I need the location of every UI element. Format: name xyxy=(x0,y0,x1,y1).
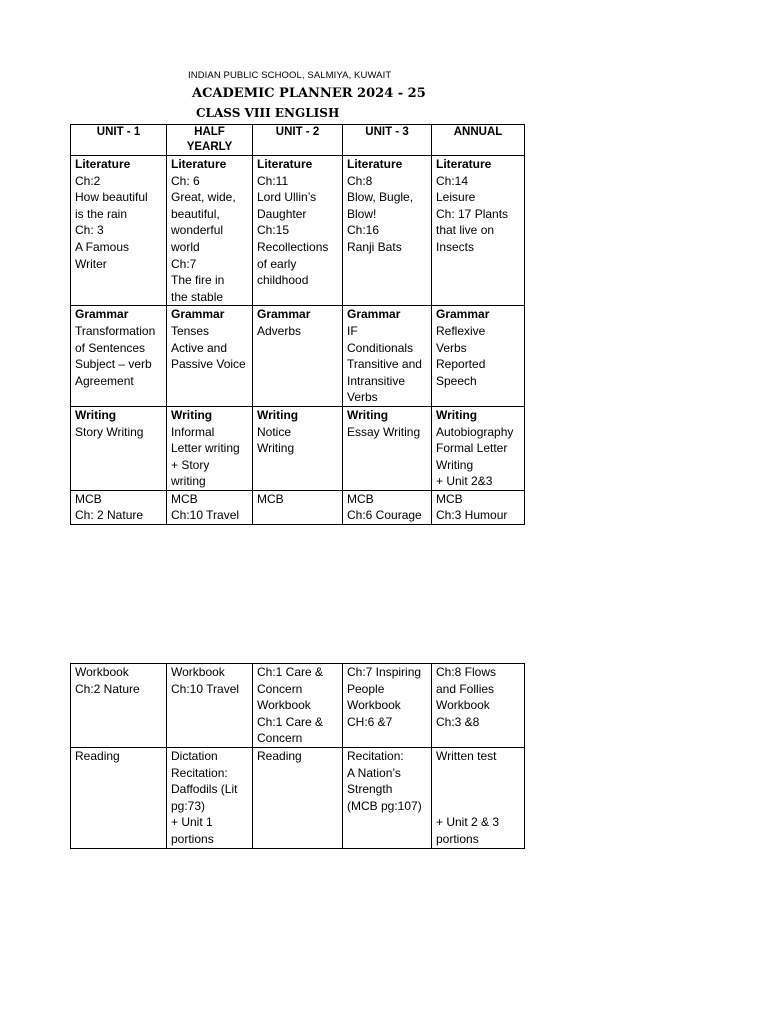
cell-line: of Sentences xyxy=(75,340,146,355)
table-row-workbook xyxy=(71,664,525,748)
table-cell xyxy=(71,406,167,490)
cell-line: Ch:11 xyxy=(257,173,289,188)
cell-line: Writing xyxy=(257,441,295,456)
table-cell xyxy=(71,664,167,748)
cell-line: Tenses xyxy=(171,323,210,338)
cell-line: Ch:8 xyxy=(347,173,373,188)
cell-line: MCB xyxy=(257,491,284,506)
table-cell xyxy=(71,306,167,407)
cell-line: Ch:1 Care & xyxy=(257,714,324,729)
cell-heading: Grammar xyxy=(347,307,401,322)
cell-heading: Grammar xyxy=(171,307,225,322)
cell-line: is the rain xyxy=(75,206,128,221)
cell-line: Verbs xyxy=(436,340,467,355)
table-cell xyxy=(253,406,343,490)
table-row-literature xyxy=(71,156,525,306)
column-header: ANNUAL xyxy=(432,125,525,156)
table-cell xyxy=(432,490,525,524)
table-cell xyxy=(343,406,432,490)
blank-line xyxy=(436,765,520,782)
cell-line: + Unit 1 xyxy=(171,815,213,830)
table-cell xyxy=(343,156,432,306)
table-cell xyxy=(432,156,525,306)
table-cell xyxy=(253,306,343,407)
cell-line: Ch: 3 xyxy=(75,223,104,238)
cell-line: Ch: 6 xyxy=(171,173,200,188)
cell-line: Ch:15 xyxy=(257,223,290,238)
table-cell xyxy=(432,664,525,748)
cell-line: Informal xyxy=(171,424,215,439)
cell-line: Leisure xyxy=(436,190,476,205)
cell-line: portions xyxy=(436,831,479,846)
cell-line: writing xyxy=(171,474,206,489)
table-cell xyxy=(71,490,167,524)
header-row xyxy=(71,125,525,156)
table-cell xyxy=(253,664,343,748)
table-cell xyxy=(343,747,432,848)
cell-line: Passive Voice xyxy=(171,357,246,372)
cell-line: Ch:7 xyxy=(171,256,197,271)
cell-line: Subject – verb xyxy=(75,357,152,372)
cell-heading: Grammar xyxy=(436,307,490,322)
table-cell xyxy=(432,306,525,407)
cell-line: Workbook xyxy=(347,698,401,713)
cell-line: Ch: 17 Plants xyxy=(436,206,509,221)
cell-line: (MCB pg:107) xyxy=(347,798,422,813)
cell-line: beautiful, xyxy=(171,206,220,221)
cell-line: People xyxy=(347,681,385,696)
cell-line: Autobiography xyxy=(436,424,514,439)
cell-line: MCB xyxy=(347,491,374,506)
cell-line: Lord Ullin’s xyxy=(257,190,317,205)
cell-line: Transitive and xyxy=(347,357,422,372)
cell-line: IF xyxy=(347,323,358,338)
cell-line: Ranji Bats xyxy=(347,239,402,254)
planner-table-main xyxy=(70,124,525,525)
cell-line: Ch:2 xyxy=(75,173,101,188)
table-row-reading xyxy=(71,747,525,848)
cell-heading: Writing xyxy=(436,407,478,422)
cell-line: Blow! xyxy=(347,206,377,221)
table-cell xyxy=(343,664,432,748)
cell-line: MCB xyxy=(436,491,463,506)
school-name: INDIAN PUBLIC SCHOOL, SALMIYA, KUWAIT xyxy=(188,70,392,81)
cell-line: world xyxy=(171,239,200,254)
cell-line: Recitation: xyxy=(171,765,228,780)
cell-line: Workbook xyxy=(75,665,129,679)
cell-line: Strength xyxy=(347,782,393,797)
cell-heading: Literature xyxy=(436,157,492,171)
table-cell xyxy=(253,747,343,848)
table-cell xyxy=(167,406,253,490)
cell-line: Ch:8 Flows xyxy=(436,665,497,679)
cell-line: Ch:3 Humour xyxy=(436,508,508,523)
cell-line: Writer xyxy=(75,256,107,271)
cell-line: Recitation: xyxy=(347,748,404,763)
cell-line: Daughter xyxy=(257,206,307,221)
cell-line: Story Writing xyxy=(75,424,144,439)
cell-line: Writing xyxy=(436,457,474,472)
cell-line: The fire in xyxy=(171,273,225,288)
cell-line: Notice xyxy=(257,424,292,439)
cell-heading: Grammar xyxy=(257,307,311,322)
cell-heading: Literature xyxy=(257,157,313,171)
cell-line: childhood xyxy=(257,273,309,288)
cell-heading: Writing xyxy=(257,407,299,422)
cell-line: Reading xyxy=(257,748,302,763)
cell-line: A Nation’s xyxy=(347,765,401,780)
cell-line: MCB xyxy=(75,491,102,506)
cell-heading: Writing xyxy=(171,407,213,422)
cell-line: + Unit 2&3 xyxy=(436,474,493,489)
cell-line: Workbook xyxy=(171,665,225,679)
column-header: UNIT - 3 xyxy=(343,125,432,156)
table-cell xyxy=(167,490,253,524)
table-row-grammar xyxy=(71,306,525,407)
table-cell xyxy=(343,490,432,524)
cell-line: Daffodils (Lit xyxy=(171,782,238,797)
cell-heading: Grammar xyxy=(75,307,129,322)
cell-line: Reflexive xyxy=(436,323,486,338)
table-row-writing xyxy=(71,406,525,490)
cell-line: the stable xyxy=(171,289,224,304)
cell-line: Ch:10 Travel xyxy=(171,508,240,523)
cell-line: Written test xyxy=(436,748,497,763)
cell-line: of early xyxy=(257,256,297,271)
blank-line xyxy=(436,798,520,815)
table-cell xyxy=(253,156,343,306)
cell-line: Agreement xyxy=(75,373,134,388)
cell-line: CH:6 &7 xyxy=(347,714,393,729)
cell-line: Workbook xyxy=(257,698,311,713)
cell-line: Formal Letter xyxy=(436,441,508,456)
column-header: UNIT - 1 xyxy=(71,125,167,156)
column-header: HALF YEARLY xyxy=(167,125,253,156)
cell-line: + Story xyxy=(171,457,210,472)
cell-line: Ch:2 Nature xyxy=(75,681,140,696)
cell-line: Concern xyxy=(257,731,303,746)
cell-line: MCB xyxy=(171,491,198,506)
cell-heading: Literature xyxy=(347,157,403,171)
cell-line: Concern xyxy=(257,681,303,696)
column-header: UNIT - 2 xyxy=(253,125,343,156)
cell-line: Transformation xyxy=(75,323,156,338)
cell-heading: Writing xyxy=(75,407,117,422)
cell-line: and Follies xyxy=(436,681,495,696)
table-cell xyxy=(432,406,525,490)
cell-line: Essay Writing xyxy=(347,424,421,439)
document-title: ACADEMIC PLANNER 2024 - 25 xyxy=(192,86,426,101)
table-cell xyxy=(71,156,167,306)
cell-line: Ch:1 Care & xyxy=(257,665,324,679)
cell-line: + Unit 2 & 3 xyxy=(436,815,500,830)
cell-line: Dictation xyxy=(171,748,218,763)
cell-line: Verbs xyxy=(347,390,378,405)
table-cell xyxy=(432,747,525,848)
cell-line: Blow, Bugle, xyxy=(347,190,414,205)
cell-line: Workbook xyxy=(436,698,490,713)
table-cell xyxy=(71,747,167,848)
blank-line xyxy=(436,781,520,798)
table-cell xyxy=(167,664,253,748)
cell-line: Intransitive xyxy=(347,373,406,388)
cell-line: Ch:10 Travel xyxy=(171,681,240,696)
cell-line: A Famous xyxy=(75,239,130,254)
table-cell xyxy=(167,747,253,848)
cell-line: Recollections xyxy=(257,239,329,254)
cell-line: Ch: 2 Nature xyxy=(75,508,144,523)
cell-line: Ch:6 Courage xyxy=(347,508,422,523)
cell-line: Ch:14 xyxy=(436,173,469,188)
cell-line: Insects xyxy=(436,239,475,254)
cell-line: that live on xyxy=(436,223,495,238)
cell-line: Active and xyxy=(171,340,228,355)
cell-heading: Writing xyxy=(347,407,389,422)
cell-line: Reading xyxy=(75,748,120,763)
cell-heading: Literature xyxy=(171,157,227,171)
table-row-mcb xyxy=(71,490,525,524)
table-cell xyxy=(253,490,343,524)
cell-heading: Literature xyxy=(75,157,131,171)
cell-line: Great, wide, xyxy=(171,190,236,205)
cell-line: Ch:3 &8 xyxy=(436,714,480,729)
cell-line: Ch:7 Inspiring xyxy=(347,665,422,679)
cell-line: portions xyxy=(171,831,214,846)
planner-table-continued xyxy=(70,663,525,849)
cell-line: wonderful xyxy=(171,223,224,238)
cell-line: Letter writing xyxy=(171,441,240,456)
cell-line: Conditionals xyxy=(347,340,414,355)
table-cell xyxy=(343,306,432,407)
cell-line: pg:73) xyxy=(171,798,206,813)
table-cell xyxy=(167,156,253,306)
table-cell xyxy=(167,306,253,407)
document-subtitle: CLASS VIII ENGLISH xyxy=(196,106,340,120)
cell-line: Ch:16 xyxy=(347,223,380,238)
cell-line: Speech xyxy=(436,373,477,388)
cell-line: Reported xyxy=(436,357,486,372)
cell-line: Adverbs xyxy=(257,323,302,338)
cell-line: How beautiful xyxy=(75,190,148,205)
